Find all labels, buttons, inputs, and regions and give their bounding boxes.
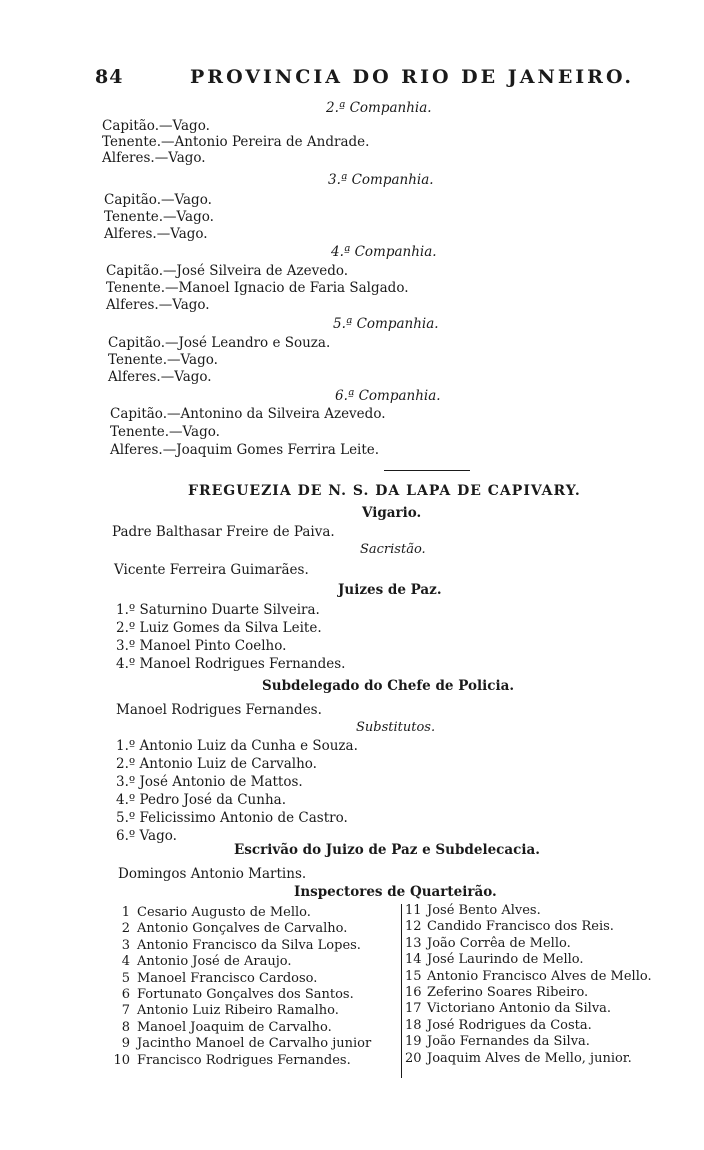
inspectores-left-column — [112, 905, 371, 1069]
inspector-row: 11 José Bento Alves. — [405, 903, 541, 918]
company-heading: 4.ª Companhia. — [331, 244, 437, 260]
inspector-row: 14 José Laurindo de Mello. — [405, 952, 584, 968]
company-line: Capitão.—José Silveira de Azevedo. — [106, 263, 349, 279]
inspector-row: 13 João Corrêa de Mello. — [405, 935, 571, 951]
inspector-row: 20 Joaquim Alves de Mello, junior. — [405, 1050, 632, 1066]
substituto-item: 4.º Pedro José da Cunha. — [116, 792, 286, 808]
inspector-row: 4 Antonio José de Araujo. — [121, 954, 292, 970]
company-line: Capitão.—Vago. — [102, 118, 210, 134]
company-line: Alferes.—Vago. — [106, 297, 210, 313]
column-divider — [401, 904, 402, 1078]
inspector-row: 18 José Rodrigues da Costa. — [405, 1017, 592, 1033]
substituto-item: 5.º Felicissimo Antonio de Castro. — [116, 810, 348, 826]
company-heading: 5.ª Companhia. — [333, 316, 439, 332]
juiz-item: 2.º Luiz Gomes da Silva Leite. — [116, 620, 322, 636]
sacristao-name: Vicente Ferreira Guimarães. — [114, 562, 309, 578]
substituto-item: 2.º Antonio Luiz de Carvalho. — [116, 756, 317, 772]
company-line: Alferes.—Vago. — [108, 369, 212, 385]
company-line: Alferes.—Joaquim Gomes Ferrira Leite. — [110, 442, 380, 458]
inspector-row: 1 Cesario Augusto de Mello. — [121, 905, 311, 920]
company-line: Tenente.—Vago. — [108, 352, 218, 368]
juiz-item: 3.º Manoel Pinto Coelho. — [116, 638, 287, 654]
juiz-item: 1.º Saturnino Duarte Silveira. — [116, 602, 320, 618]
company-line: Capitão.—José Leandro e Souza. — [108, 335, 331, 351]
company-heading: 3.ª Companhia. — [328, 172, 434, 188]
substituto-item: 3.º José Antonio de Mattos. — [116, 774, 303, 790]
inspector-row: 9 Jacintho Manoel de Carvalho junior — [121, 1036, 372, 1052]
sacristao-heading: Sacristão. — [360, 542, 426, 557]
inspector-row: 16 Zeferino Soares Ribeiro. — [405, 985, 589, 1001]
escrivao-name: Domingos Antonio Martins. — [118, 866, 307, 882]
inspector-row: 2 Antonio Gonçalves de Carvalho. — [121, 921, 348, 937]
inspectores-heading: Inspectores de Quarteirão. — [294, 884, 497, 900]
company-heading: 6.ª Companhia. — [335, 388, 441, 404]
inspector-row: 10 Francisco Rodrigues Fernandes. — [113, 1052, 351, 1068]
inspector-row: 7 Antonio Luiz Ribeiro Ramalho. — [121, 1003, 339, 1019]
inspector-row: 12 Candido Francisco dos Reis. — [405, 919, 614, 935]
substitutos-heading: Substitutos. — [356, 720, 436, 735]
inspectores-right-column — [405, 903, 652, 1067]
company-line: Tenente.—Manoel Ignacio de Faria Salgado. — [106, 280, 409, 296]
inspector-row: 17 Victoriano Antonio da Silva. — [405, 1001, 612, 1017]
company-line: Capitão.—Antonino da Silveira Azevedo. — [110, 406, 386, 422]
company-line: Tenente.—Vago. — [110, 424, 220, 440]
inspector-row: 15 Antonio Francisco Alves de Mello. — [405, 968, 652, 984]
company-heading: 2.ª Companhia. — [326, 100, 432, 116]
inspector-row: 5 Manoel Francisco Cardoso. — [121, 970, 318, 986]
juizes-heading: Juizes de Paz. — [338, 582, 442, 598]
inspector-row: 3 Antonio Francisco da Silva Lopes. — [121, 937, 361, 953]
page-number: 84 — [95, 66, 124, 88]
subdelegado-name: Manoel Rodrigues Fernandes. — [116, 702, 322, 718]
substituto-item: 6.º Vago. — [116, 828, 177, 844]
escrivao-heading: Escrivão do Juizo de Paz e Subdelecacia. — [234, 842, 540, 858]
section-divider — [384, 470, 470, 471]
company-line: Alferes.—Vago. — [104, 226, 208, 242]
vigario-heading: Vigario. — [362, 505, 422, 521]
vigario-name: Padre Balthasar Freire de Paiva. — [112, 524, 335, 540]
inspector-row: 6 Fortunato Gonçalves dos Santos. — [121, 987, 354, 1003]
subdelegado-heading: Subdelegado do Chefe de Policia. — [262, 678, 515, 694]
juiz-item: 4.º Manoel Rodrigues Fernandes. — [116, 656, 346, 672]
company-line: Tenente.—Antonio Pereira de Andrade. — [102, 134, 370, 150]
company-line: Tenente.—Vago. — [104, 209, 214, 225]
section-title: FREGUEZIA DE N. S. DA LAPA DE CAPIVARY. — [188, 483, 581, 499]
inspector-row: 8 Manoel Joaquim de Carvalho. — [121, 1019, 332, 1035]
substituto-item: 1.º Antonio Luiz da Cunha e Souza. — [116, 738, 358, 754]
page-title: PROVINCIA DO RIO DE JANEIRO. — [190, 66, 635, 88]
company-line: Alferes.—Vago. — [102, 150, 206, 166]
inspector-row: 19 João Fernandes da Silva. — [405, 1034, 590, 1050]
company-line: Capitão.—Vago. — [104, 192, 212, 208]
